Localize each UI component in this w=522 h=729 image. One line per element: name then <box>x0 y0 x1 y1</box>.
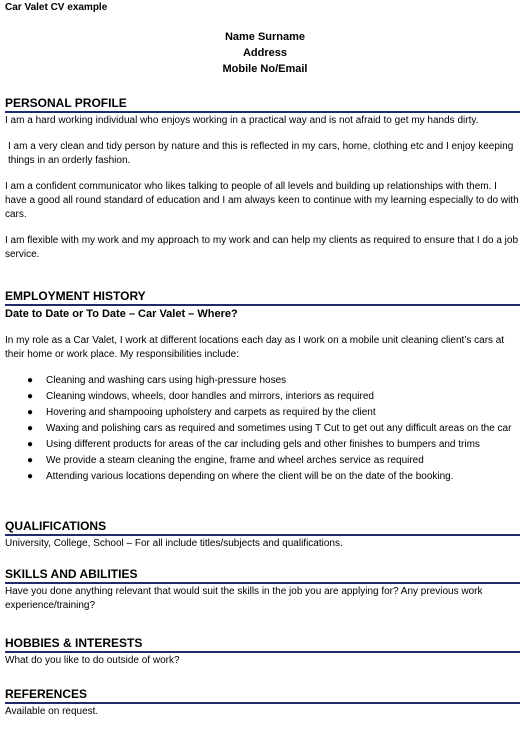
list-item <box>5 390 520 404</box>
employment-heading: EMPLOYMENT HISTORY <box>5 289 520 306</box>
responsibility-text: Using different products for areas of the car including gels and other finishes to bumpers and trims <box>46 439 480 450</box>
personal-profile-heading: PERSONAL PROFILE <box>5 96 520 113</box>
responsibilities-list <box>5 374 520 484</box>
bullet-icon: ● <box>27 391 34 402</box>
hobbies-section <box>5 636 520 668</box>
bullet-icon: ● <box>27 407 34 418</box>
employment-intro: In my role as a Car Valet, I work at different locations each day as I work on a mobile unit cleaning client’s cars at their home or work place. My responsibilities include: <box>5 335 505 360</box>
bullet-icon: ● <box>27 455 34 466</box>
cv-header <box>0 29 522 77</box>
profile-paragraph: I am a hard working individual who enjoys working in a practical way and is not afraid to get my hands dirty. <box>5 115 479 126</box>
profile-paragraph: I am a very clean and tidy person by nature and this is reflected in my cars, home, clothing etc and I enjoy keeping things in an orderly fashion. <box>8 141 514 166</box>
skills-section <box>5 567 520 613</box>
qualifications-text: University, College, School – For all include titles/subjects and qualifications. <box>5 538 343 549</box>
references-text: Available on request. <box>5 706 99 717</box>
bullet-icon: ● <box>27 439 34 450</box>
responsibility-text: Cleaning and washing cars using high-pressure hoses <box>46 375 287 386</box>
list-item <box>5 470 520 484</box>
document-title: Car Valet CV example <box>5 2 108 13</box>
personal-profile-section <box>5 96 520 262</box>
profile-paragraph: I am a confident communicator who likes talking to people of all levels and building up relationships with them. I have a good all round standard of education and I am always keen to continue with my learning especially to do with cars. <box>5 181 519 220</box>
applicant-contact: Mobile No/Email <box>222 63 308 75</box>
skills-heading: SKILLS AND ABILITIES <box>5 567 520 584</box>
hobbies-text: What do you like to do outside of work? <box>5 655 180 666</box>
bullet-icon: ● <box>27 471 34 482</box>
bullet-icon: ● <box>27 375 34 386</box>
skills-text: Have you done anything relevant that would suit the skills in the job you are applying for? Any previous work experience/training? <box>5 586 483 611</box>
responsibility-text: Cleaning windows, wheels, door handles and mirrors, interiors as required <box>46 391 374 402</box>
list-item <box>5 374 520 388</box>
employment-section <box>5 289 520 486</box>
profile-paragraph: I am flexible with my work and my approach to my work and can help my clients as required to ensure that I do a job service. <box>5 235 519 260</box>
list-item <box>5 454 520 468</box>
responsibility-text: Attending various locations depending on where the client will be on the date of the booking. <box>46 471 454 482</box>
job-title-line: Date to Date or To Date – Car Valet – Where? <box>5 308 238 320</box>
list-item <box>5 422 520 436</box>
list-item <box>5 406 520 420</box>
bullet-icon: ● <box>27 423 34 434</box>
references-heading: REFERENCES <box>5 687 520 704</box>
responsibility-text: Hovering and shampooing upholstery and carpets as required by the client <box>46 407 376 418</box>
list-item <box>5 438 520 452</box>
qualifications-section <box>5 519 520 551</box>
applicant-address: Address <box>242 47 288 59</box>
applicant-name: Name Surname <box>224 31 306 43</box>
responsibility-text: Waxing and polishing cars as required and sometimes using T Cut to get out any difficult areas on the car <box>46 423 512 434</box>
hobbies-heading: HOBBIES & INTERESTS <box>5 636 520 653</box>
responsibility-text: We provide a steam cleaning the engine, frame and wheel arches service as required <box>46 455 424 466</box>
qualifications-heading: QUALIFICATIONS <box>5 519 520 536</box>
references-section <box>5 687 520 719</box>
